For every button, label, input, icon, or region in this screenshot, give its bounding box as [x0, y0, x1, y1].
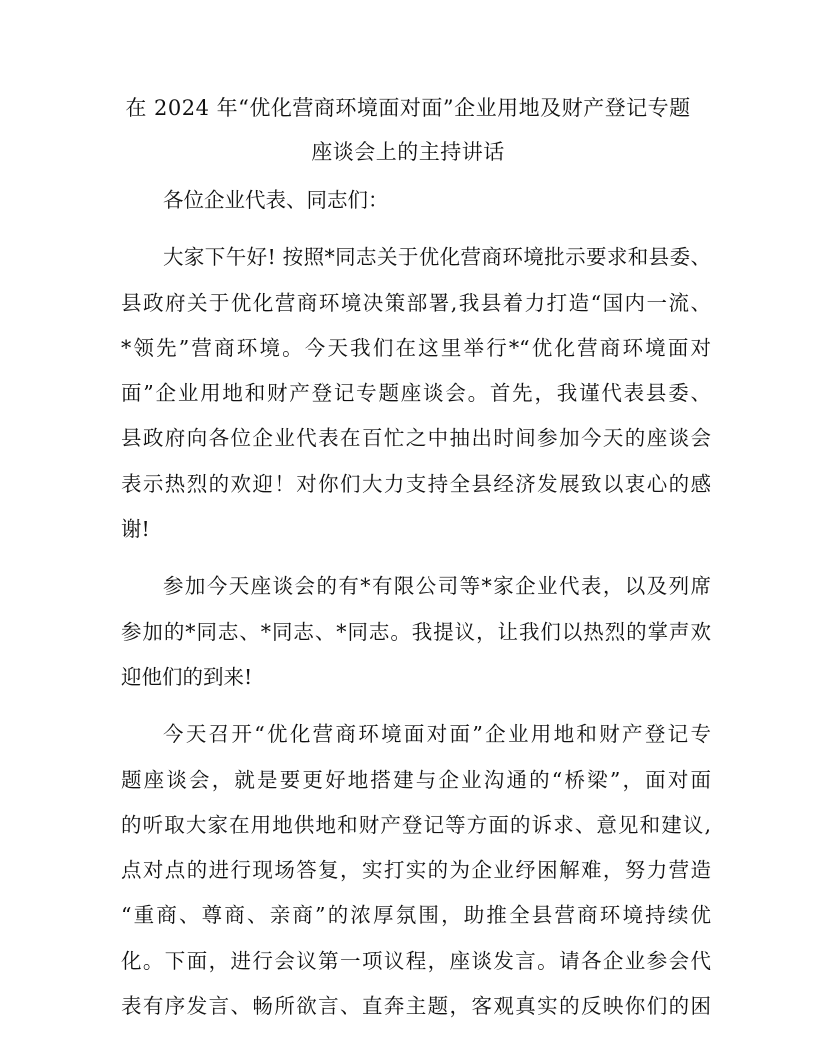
- paragraph-line: 大家下午好! 按照*同志关于优化营商环境批示要求和县委、: [163, 245, 711, 270]
- paragraph-line: “重商、尊商、亲商”的浓厚氛围，助推全县营商环境持续优: [121, 903, 711, 928]
- paragraph-line: 今天召开“优化营商环境面对面”企业用地和财产登记专: [163, 722, 711, 747]
- paragraph-line: 的听取大家在用地供地和财产登记等方面的诉求、意见和建议,: [121, 812, 711, 837]
- paragraph-line: 迎他们的到来!: [121, 664, 253, 689]
- salutation: 各位企业代表、同志们：: [163, 188, 389, 212]
- paragraph-line: 表示热烈的欢迎！对你们大力支持全县经济发展致以衷心的感: [121, 471, 711, 496]
- paragraph-line: 化。下面，进行会议第一项议程，座谈发言。请各企业参会代: [121, 948, 711, 973]
- paragraph-3: [121, 712, 711, 1029]
- paragraph-line: 点对点的进行现场答复，实打实的为企业纾困解难，努力营造: [121, 858, 711, 883]
- paragraph-line: *领先”营商环境。今天我们在这里举行*“优化营商环境面对: [121, 335, 711, 360]
- paragraph-line: 表有序发言、畅所欲言、直奔主题，客观真实的反映你们的困: [121, 994, 711, 1019]
- paragraph-line: 面”企业用地和财产登记专题座谈会。首先，我谨代表县委、: [121, 381, 711, 406]
- paragraph-line: 县政府向各位企业代表在百忙之中抽出时间参加今天的座谈会: [121, 426, 711, 451]
- document-title: [112, 86, 704, 174]
- document-body: [121, 178, 711, 1029]
- paragraph-line: 县政府关于优化营商环境决策部署,我县着力打造“国内一流、: [121, 290, 711, 315]
- paragraph-line: 谢!: [121, 517, 150, 542]
- paragraph-line: 参加的*同志、*同志、*同志。我提议，让我们以热烈的掌声欢: [121, 619, 711, 644]
- paragraph-2: [121, 564, 711, 700]
- title-line-2: 座谈会上的主持讲话: [311, 140, 505, 164]
- paragraph-line: 参加今天座谈会的有*有限公司等*家企业代表，以及列席: [163, 574, 711, 599]
- title-line-1: 在 2024 年“优化营商环境面对面”企业用地及财产登记专题: [125, 96, 691, 120]
- paragraph-1: [121, 235, 711, 552]
- paragraph-line: 题座谈会，就是要更好地搭建与企业沟通的“桥梁”，面对面: [121, 767, 711, 792]
